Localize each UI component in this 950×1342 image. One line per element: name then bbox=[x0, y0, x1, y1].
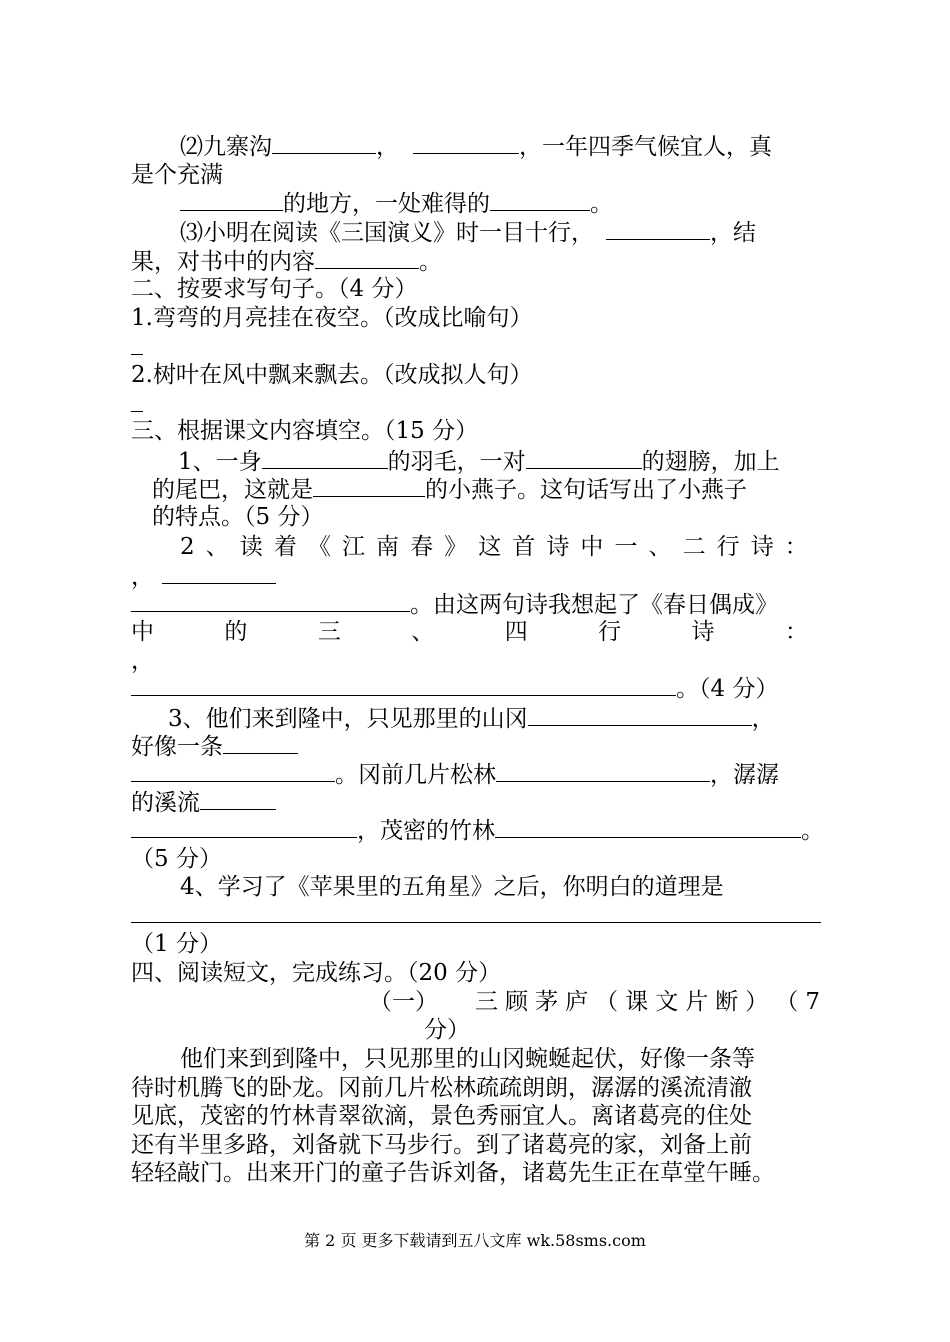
sentence-1: 1.弯弯的月亮挂在夜空。（改成比喻句） bbox=[131, 305, 533, 331]
subsection-title-cont: 分） bbox=[424, 1017, 470, 1043]
spaced-char: （ bbox=[595, 989, 619, 1015]
q3-2-line1 bbox=[180, 532, 808, 562]
q3-1-line1: 1、一身 的羽毛，一对 的翅膀，加上 bbox=[178, 446, 780, 477]
spaced-char: 春 bbox=[410, 534, 434, 560]
answer-blank[interactable] bbox=[315, 246, 419, 269]
answer-blank[interactable] bbox=[223, 731, 298, 754]
q3-1-line2: 的尾巴，这就是 的小燕子。这句话写出了小燕子 bbox=[152, 474, 747, 505]
spaced-char: （ bbox=[775, 989, 799, 1015]
q3-2-line3: 。由这两句诗我想起了《春日偶成》 bbox=[131, 589, 778, 620]
answer-blank[interactable] bbox=[528, 703, 752, 726]
answer-blank[interactable] bbox=[131, 389, 143, 412]
q3-3-line4: 的溪流 bbox=[131, 787, 276, 818]
spaced-char: 的 bbox=[224, 619, 248, 645]
spaced-char: 顾 bbox=[505, 989, 529, 1015]
spaced-char: 2 bbox=[180, 534, 195, 560]
q3-3-line1: 3、他们来到隆中，只见那里的山冈 ， bbox=[168, 703, 775, 734]
spaced-char: 四 bbox=[504, 619, 528, 645]
spaced-char: 、 bbox=[411, 619, 435, 645]
section-2-heading: 二、按要求写句子。（4 分） bbox=[131, 276, 418, 302]
subsection-title bbox=[475, 987, 820, 1017]
spaced-char: 一 bbox=[614, 534, 638, 560]
q3-2-line5: ， bbox=[131, 648, 154, 674]
passage-line: 轻轻敲门。出来开门的童子告诉刘备，诸葛先生正在草堂午睡。 bbox=[131, 1160, 775, 1186]
answer-blank[interactable] bbox=[490, 188, 590, 211]
answer-blank[interactable] bbox=[606, 217, 710, 240]
q1-line2-end: 的地方，一处难得的 。 bbox=[180, 188, 613, 219]
spaced-char: ： bbox=[784, 619, 808, 645]
q1-line3-cont: 果，对书中的内容 。 bbox=[131, 246, 442, 277]
sentence-2: 2.树叶在风中飘来飘去。（改成拟人句） bbox=[131, 362, 533, 388]
q3-2-line4 bbox=[131, 617, 808, 647]
passage-line: 待时机腾飞的卧龙。冈前几片松林疏疏朗朗，潺潺的溪流清澈 bbox=[131, 1075, 752, 1101]
q1-line2: ⑵九寨沟 ， ，一年四季气候宜人，真 bbox=[180, 131, 772, 162]
spaced-char: 江 bbox=[341, 534, 365, 560]
spaced-char: 中 bbox=[580, 534, 604, 560]
q3-3-line2: 好像一条 bbox=[131, 731, 298, 762]
spaced-char: 、 bbox=[648, 534, 672, 560]
spaced-char: 行 bbox=[716, 534, 740, 560]
q3-2-line6: 。（4 分） bbox=[131, 673, 778, 704]
spaced-char: 诗 bbox=[546, 534, 570, 560]
answer-blank[interactable] bbox=[496, 759, 710, 782]
spaced-char: 三 bbox=[475, 989, 498, 1015]
answer-blank[interactable] bbox=[262, 446, 388, 469]
answer-blank[interactable] bbox=[162, 561, 276, 584]
answer-blank[interactable] bbox=[131, 589, 410, 612]
q1-line2-cont: 是个充满 bbox=[131, 162, 223, 188]
section-4-heading: 四、阅读短文，完成练习。（20 分） bbox=[131, 960, 502, 986]
answer-blank[interactable] bbox=[526, 446, 642, 469]
q3-3-line6: （5 分） bbox=[131, 846, 222, 872]
answer-blank[interactable] bbox=[413, 131, 519, 154]
q3-4-line1: 4、学习了《苹果里的五角星》之后，你明白的道理是 bbox=[180, 874, 724, 900]
spaced-char: 断 bbox=[715, 989, 739, 1015]
spaced-char: 《 bbox=[307, 534, 331, 560]
answer-blank[interactable] bbox=[131, 815, 357, 838]
answer-blank[interactable] bbox=[313, 474, 425, 497]
section-3-heading: 三、根据课文内容填空。（15 分） bbox=[131, 418, 479, 444]
page-footer: 第 2 页 更多下载请到五八文库 wk.58sms.com bbox=[304, 1231, 646, 1250]
answer-blank[interactable] bbox=[131, 759, 335, 782]
spaced-char: 行 bbox=[598, 619, 622, 645]
spaced-char: 诗 bbox=[691, 619, 715, 645]
spaced-char: 二 bbox=[682, 534, 706, 560]
passage-line: 见底，茂密的竹林青翠欲滴，景色秀丽宜人。离诸葛亮的住处 bbox=[131, 1103, 752, 1129]
answer-blank[interactable] bbox=[200, 787, 276, 810]
q3-1-line3: 的特点。（5 分） bbox=[152, 504, 324, 530]
q3-4-line3: （1 分） bbox=[131, 931, 222, 957]
spaced-char: 这 bbox=[478, 534, 502, 560]
spaced-char: 庐 bbox=[565, 989, 589, 1015]
spaced-char: 、 bbox=[205, 534, 229, 560]
answer-blank[interactable] bbox=[131, 673, 676, 696]
spaced-char: 》 bbox=[444, 534, 468, 560]
passage-line: 他们来到到隆中，只见那里的山冈蜿蜒起伏，好像一条等 bbox=[180, 1046, 755, 1072]
passage-line: 还有半里多路，刘备就下马步行。到了诸葛亮的家，刘备上前 bbox=[131, 1132, 752, 1158]
q3-3-line5: ，茂密的竹林 。 bbox=[131, 815, 824, 846]
q3-3-line3: 。冈前几片松林 ，潺潺 bbox=[131, 759, 779, 790]
q3-2-line2: ， bbox=[131, 561, 276, 592]
answer-blank[interactable] bbox=[272, 131, 376, 154]
spaced-char: 三 bbox=[317, 619, 341, 645]
q1-line3: ⑶小明在阅读《三国演义》时一目十行， ，结 bbox=[180, 217, 756, 248]
spaced-char: 片 bbox=[685, 989, 709, 1015]
spaced-char: 中 bbox=[131, 619, 154, 645]
spaced-char: ） bbox=[745, 989, 769, 1015]
spaced-char: 着 bbox=[273, 534, 297, 560]
spaced-char: 茅 bbox=[535, 989, 559, 1015]
answer-blank[interactable] bbox=[131, 900, 821, 923]
answer-blank[interactable] bbox=[180, 188, 283, 211]
spaced-char: 7 bbox=[805, 989, 820, 1015]
spaced-char: 文 bbox=[655, 989, 679, 1015]
subsection-label: （一） bbox=[369, 989, 438, 1015]
spaced-char: 课 bbox=[625, 989, 649, 1015]
spaced-char: 读 bbox=[239, 534, 263, 560]
spaced-char: 诗 bbox=[750, 534, 774, 560]
spaced-char: 首 bbox=[512, 534, 536, 560]
answer-blank[interactable] bbox=[495, 815, 801, 838]
spaced-char: ： bbox=[784, 534, 808, 560]
spaced-char: 南 bbox=[376, 534, 400, 560]
answer-blank[interactable] bbox=[131, 332, 143, 355]
